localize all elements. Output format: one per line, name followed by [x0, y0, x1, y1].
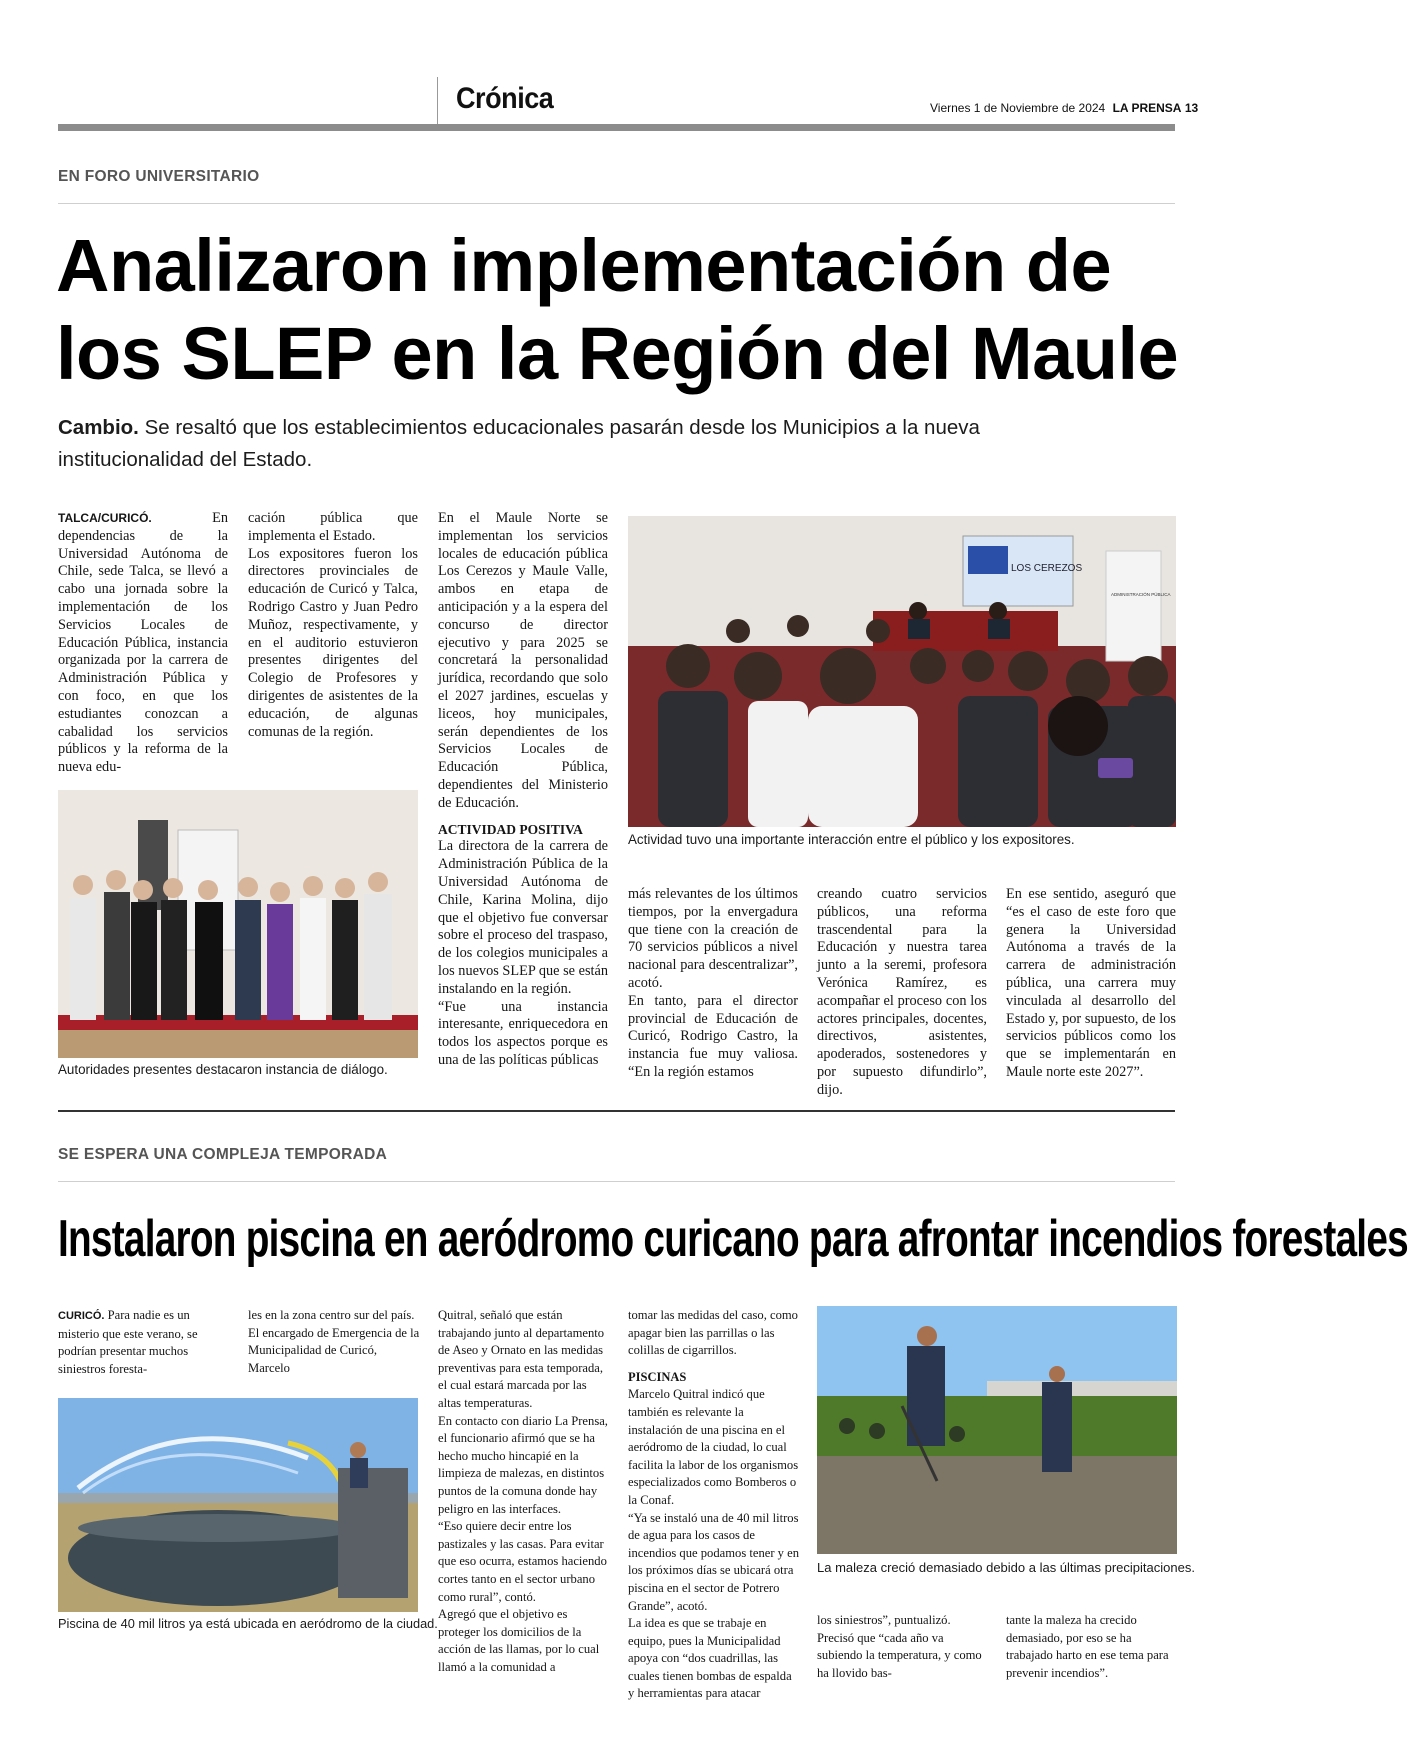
- a2-col3-paragraph-4: Agregó que el objetivo es proteger los domicilios de la acción de las llamas, por lo cual llamó a la comunidad a: [438, 1607, 600, 1674]
- deck-label: Cambio.: [58, 416, 139, 439]
- article1-column-1: [58, 510, 228, 777]
- article1-column-6: [1006, 886, 1176, 1082]
- photo-group-caption: Autoridades presentes destacaron instancia de diálogo.: [58, 1062, 388, 1077]
- a2-col6-paragraph-1: tante la maleza ha crecido demasiado, por eso se ha trabajado harto en ese tema para prevenir incendios”.: [1006, 1613, 1169, 1680]
- a2-col3-paragraph-1: Quitral, señaló que están trabajando junto al departamento de Aseo y Ornato en las medidas preventivas para esta temporada, el cual estará marcada por las altas temperaturas.: [438, 1308, 605, 1410]
- a2-col4-paragraph-3: “Ya se instaló una de 40 mil litros de agua para los casos de incendios que podamos tener y en los próximos días se ubicará otra piscina en el sector de Potrero Grande”, acotó.: [628, 1510, 800, 1613]
- article2-column-3: [438, 1307, 610, 1676]
- deck-line-2: institucionalidad del Estado.: [58, 448, 313, 471]
- col6-paragraph-1: En ese sentido, aseguró que “es el caso de este foro que genera la Universidad Autónoma a través de la carrera de administración pública, una carrera muy vinculada al desarrollo del Estado y, por supuesto, de los servicios públicos como los que se implementarán en Maule norte este 2027”.: [1006, 886, 1176, 1080]
- a2-col4-paragraph-1: tomar las medidas del caso, como apagar bien las parrillas o las colillas de cigarrillos.: [628, 1308, 798, 1358]
- header-divider-vertical: [437, 77, 438, 124]
- photo-auditorium-caption: Actividad tuvo una importante interacción entre el público y los expositores.: [628, 832, 1075, 847]
- photo-weeds-caption: La maleza creció demasiado debido a las últimas precipitaciones.: [817, 1560, 1195, 1575]
- kicker2-rule: [58, 1181, 1175, 1182]
- newspaper-name: LA PRENSA: [1112, 101, 1182, 115]
- photo-weeds: [817, 1306, 1177, 1554]
- headline-line-1: Analizaron implementación de: [56, 224, 1112, 307]
- screen-text: LOS CEREZOS: [1011, 563, 1083, 574]
- a2-col1-text: Para nadie es un misterio que este verano, se podrían presentar muchos siniestros foresta-: [58, 1308, 198, 1376]
- article2-column-6: [1006, 1612, 1176, 1682]
- deck-line-1: Se resaltó que los establecimientos educacionales pasarán desde los Municipios a la nueva: [144, 416, 980, 439]
- a2-col4-paragraph-4: La idea es que se trabaje en equipo, pues la Municipalidad apoya con “dos cuadrillas, las cuales tienen bombas de espalda y herramientas para atacar: [628, 1616, 792, 1701]
- article1-deck: [58, 412, 1175, 476]
- col2-paragraph-2: Los expositores fueron los directores provinciales de educación de Curicó y Talca, Rodrigo Castro y Juan Pedro Muñoz, respectivamente, y en el auditorio estuvieron presentes dirigentes del Colegio de Profesores y dirigentes de asistentes de la educación, de algunas comunas de la región.: [248, 545, 418, 740]
- article2-column-4: [628, 1307, 800, 1703]
- headline-line-2: los SLEP en la Región del Maule: [56, 312, 1179, 395]
- article1-column-5: [817, 886, 987, 1100]
- article1-column-4: [628, 886, 798, 1082]
- a2-col4-subhead: PISCINAS: [628, 1369, 687, 1384]
- col3-paragraph-3: “Fue una instancia interesante, enriquecedora en todos los aspectos porque es una de las políticas públicas: [438, 998, 608, 1068]
- dateline-2: CURICÓ.: [58, 1310, 105, 1322]
- col4-paragraph-1: más relevantes de los últimos tiempos, por la envergadura que tiene con la creación de 70 servicios públicos a nivel nacional para descentralizar”, acotó.: [628, 886, 798, 991]
- a2-col4-paragraph-2: Marcelo Quitral indicó que también es relevante la instalación de una piscina en el aeródromo de la ciudad, lo cual facilita la labor de los organismos especializados como Bomberos o la Conaf.: [628, 1387, 799, 1507]
- kicker-rule: [58, 203, 1175, 204]
- a2-col3-paragraph-2: En contacto con diario La Prensa, el funcionario afirmó que se ha hecho mucho hincapié en la limpieza de malezas, en distintos puntos de la comuna donde hay peligro en las interfaces.: [438, 1413, 608, 1516]
- issue-date: Viernes 1 de Noviembre de 2024: [930, 101, 1106, 115]
- col1-text: En dependencias de la Universidad Autónoma de Chile, sede Talca, se llevó a cabo una jornada sobre la implementación de los Servicios Locales de Educación Pública, instancia organizada por la carrera de Administración Pública y con foco, en que los estudiantes conozcan a cabalidad los servicios públicos y la reforma de la nueva edu-: [58, 510, 228, 776]
- a2-col2-paragraph-1: les en la zona centro sur del país.: [248, 1308, 415, 1322]
- article2-kicker: SE ESPERA UNA COMPLEJA TEMPORADA: [58, 1146, 388, 1163]
- article1-column-2: [248, 510, 418, 741]
- header-date: [930, 101, 1198, 115]
- article2-column-1: [58, 1307, 228, 1378]
- article1-column-3: [438, 510, 608, 1070]
- photo-pool: [58, 1398, 418, 1612]
- col3-paragraph-1: En el Maule Norte se implementan los servicios locales de educación pública Los Cerezos y Maule Valle, ambos en etapa de anticipación y a la espera del concurso de director ejecutivo y para 2025 se concretará la personalidad jurídica, recordando que solo el 2027 jardines, escuelas y liceos, hoy municipales, serán dependientes de los Servicios Locales de Educación Pública, dependientes del Ministerio de Educación.: [438, 510, 608, 811]
- article2-headline: Instalaron piscina en aeródromo curicano para afrontar incendios forestales: [58, 1210, 1408, 1268]
- col4-paragraph-2: En tanto, para el director provincial de Educación de Curicó, Rodrigo Castro, la instancia fue muy valiosa. “En la región estamos: [628, 992, 798, 1080]
- col3-subhead: ACTIVIDAD POSITIVA: [438, 821, 583, 837]
- section-divider: [58, 1110, 1175, 1112]
- col2-paragraph-1: cación pública que implementa el Estado.: [248, 510, 418, 544]
- a2-col3-paragraph-3: “Eso quiere decir entre los pastizales y las casas. Para evitar que eso ocurra, estamos haciendo cortes tanto en el sector urbano como rural”, contó.: [438, 1519, 607, 1604]
- col5-paragraph-1: creando cuatro servicios públicos, una reforma trascendental para la Educación y nuestra tarea junto a la seremi, profesora Verónica Ramírez, es acompañar el proceso con los actores principales, docentes, directivos, asistentes, apoderados, sostenedores y por supuesto difundirlo”, dijo.: [817, 886, 987, 1098]
- section-title: Crónica: [456, 82, 554, 115]
- photo-pool-caption: Piscina de 40 mil litros ya está ubicada en aeródromo de la ciudad.: [58, 1616, 438, 1631]
- page-number: 13: [1184, 101, 1199, 115]
- photo-group: [58, 790, 418, 1058]
- a2-col5-paragraph-2: Precisó que “cada año va subiendo la temperatura, y como ha llovido bas-: [817, 1630, 982, 1680]
- article1-kicker: EN FORO UNIVERSITARIO: [58, 168, 260, 185]
- a2-col2-paragraph-2: El encargado de Emergencia de la Municipalidad de Curicó, Marcelo: [248, 1325, 420, 1375]
- article2-column-5: [817, 1612, 989, 1682]
- photo-auditorium: [628, 516, 1176, 827]
- article1-headline: [56, 222, 1186, 398]
- col3-paragraph-2: La directora de la carrera de Administración Pública de la Universidad Autónoma de Chile, Karina Molina, dijo que el objetivo fue conversar sobre el proceso del traspaso, de los colegios municipales a los nuevos SLEP que se están instalando en la región.: [438, 838, 608, 997]
- a2-col5-paragraph-1: los siniestros”, puntualizó.: [817, 1613, 951, 1627]
- banner-text: ADMINISTRACIÓN PÚBLICA: [1111, 592, 1171, 597]
- article2-column-2: [248, 1307, 420, 1377]
- dateline: TALCA/CURICÓ.: [58, 511, 152, 525]
- header-rule: [58, 124, 1175, 131]
